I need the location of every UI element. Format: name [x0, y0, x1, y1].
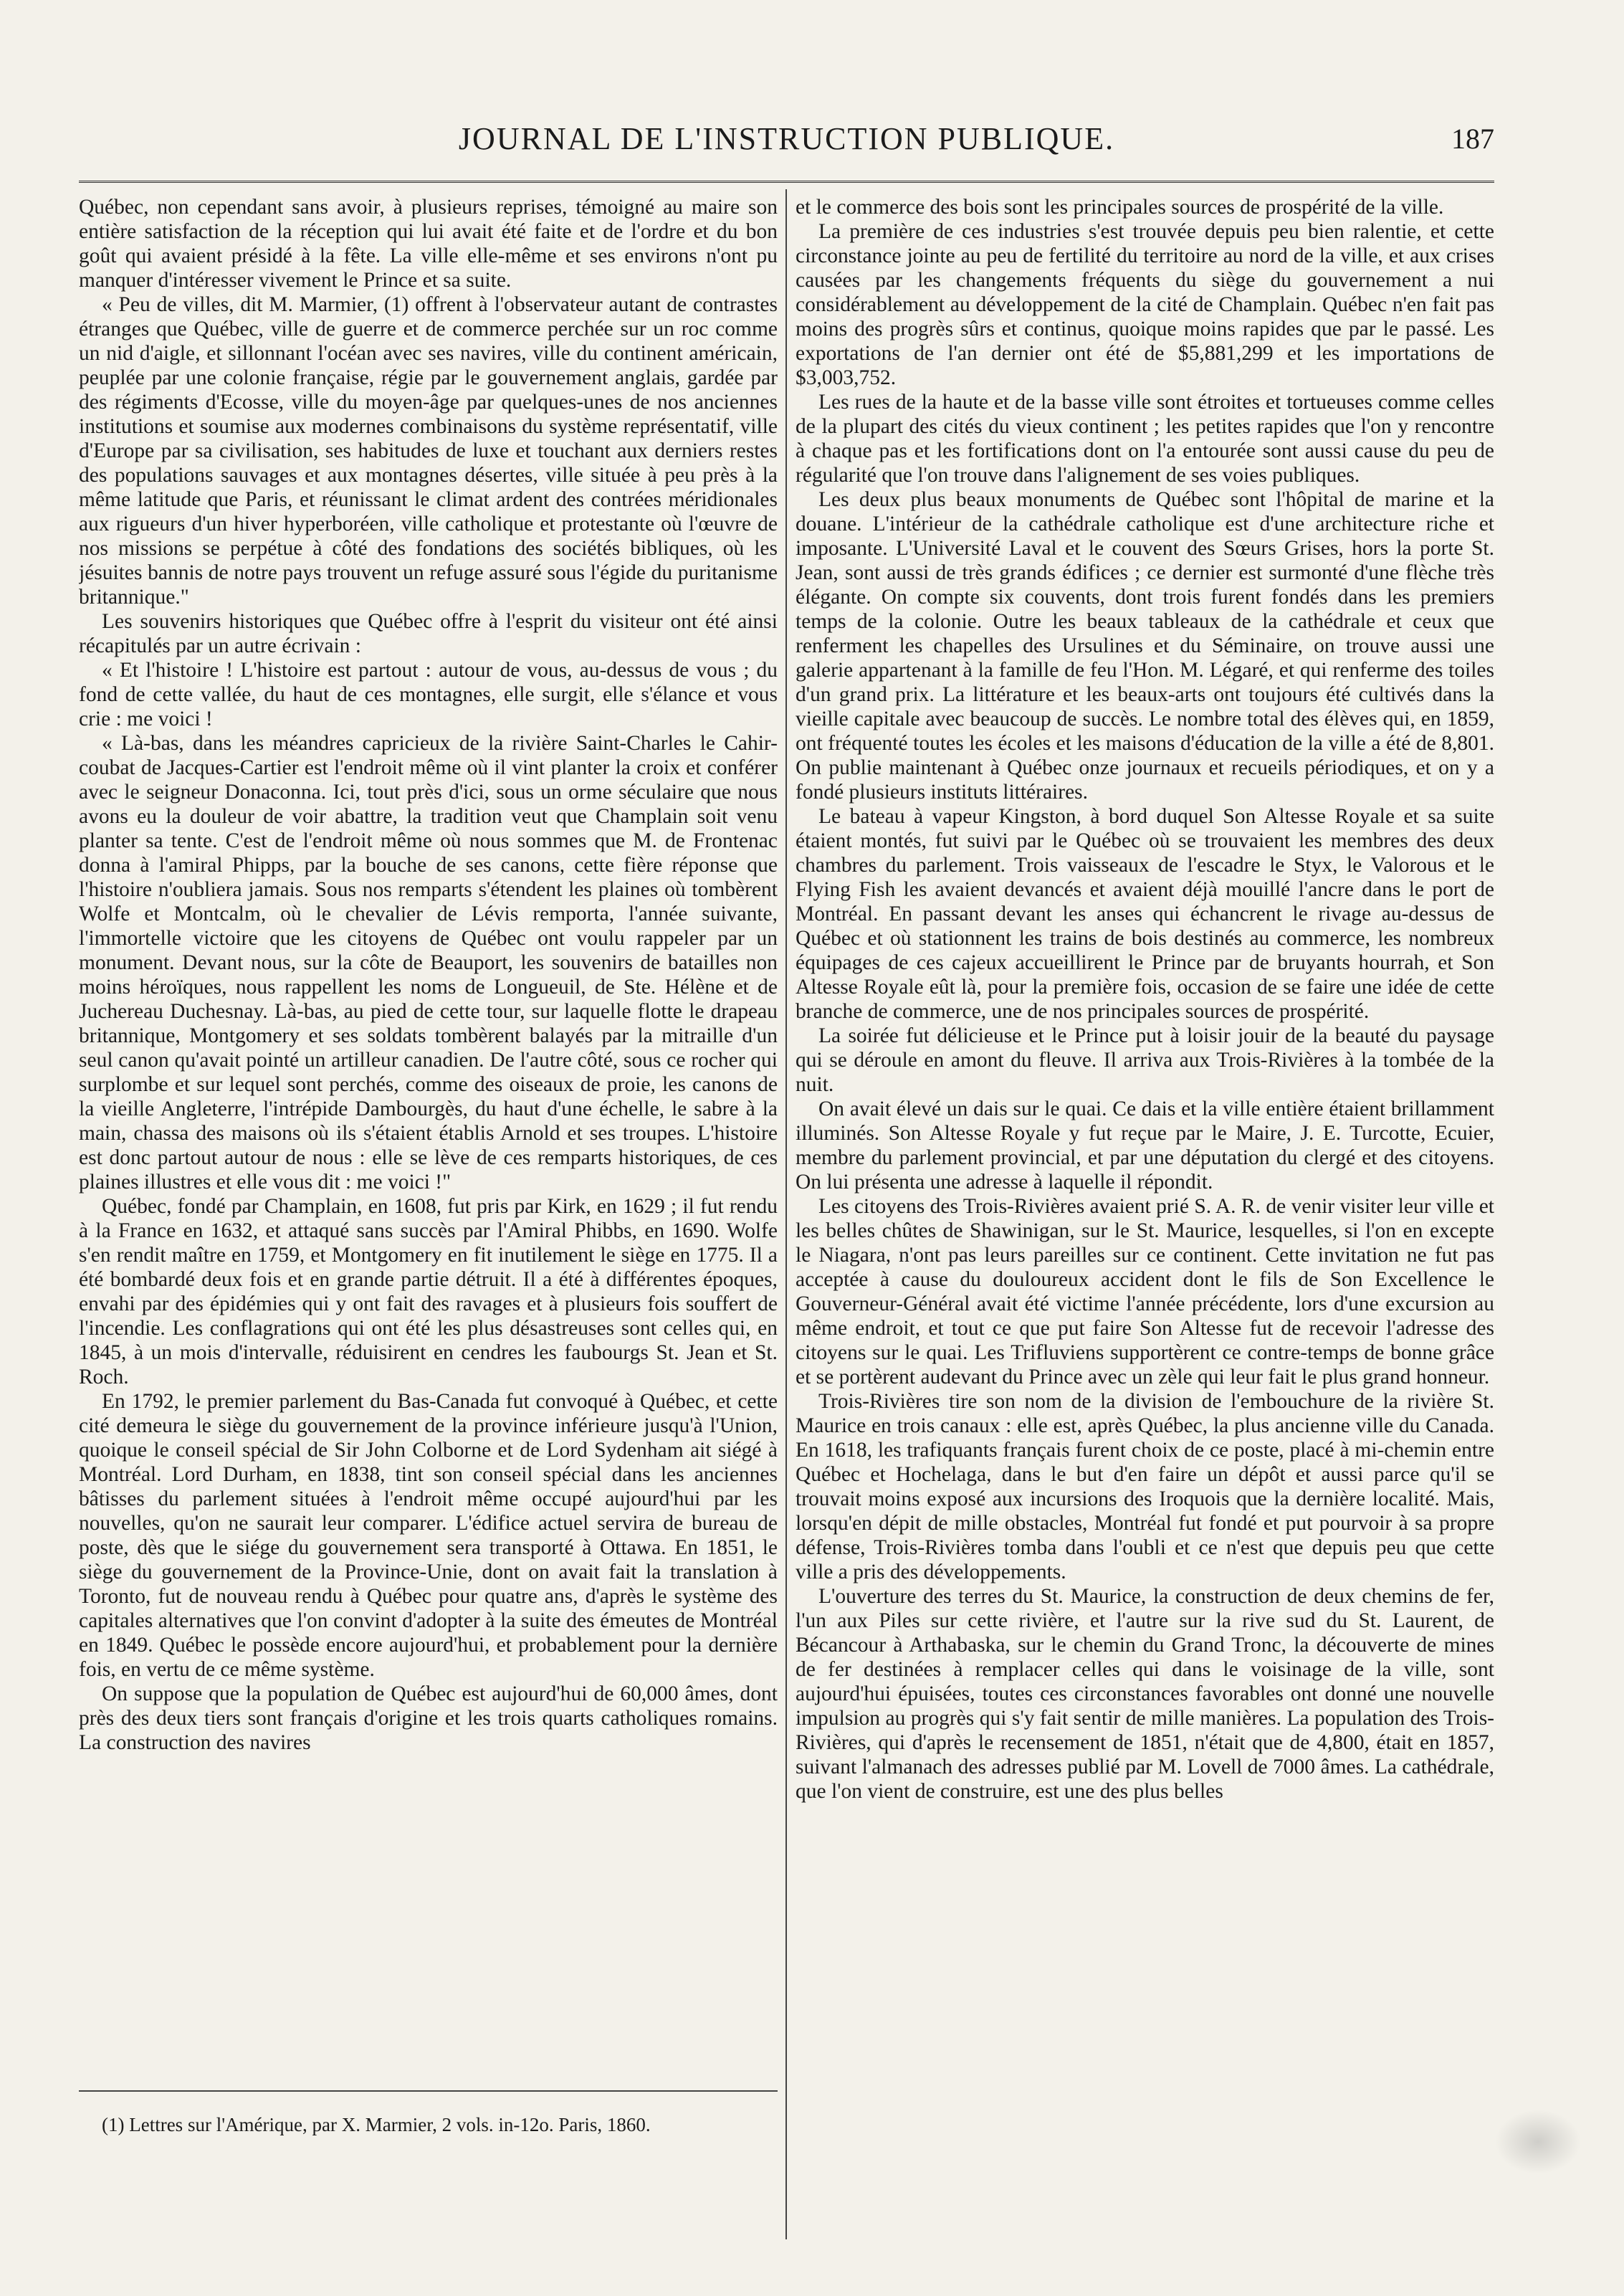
paragraph: La soirée fut délicieuse et le Prince put à loisir jouir de la beauté du paysage qui se déroule en amont du fleuve. Il arriva aux Trois-Rivières à la tombée de la nuit.: [796, 1024, 1494, 1096]
footnote-text: (1) Lettres sur l'Amérique, par X. Marmier, 2 vols. in-12o. Paris, 1860.: [102, 2114, 651, 2135]
column-divider: [785, 189, 787, 2239]
paragraph: Les rues de la haute et de la basse ville sont étroites et tortueuses comme celles de la plupart des cités du vieux continent ; les petites rapides que l'on y rencontre à chaque pas et les fortifications dont on l'a entourée sont aussi cause du peu de régularité que l'on trouve dans l'alignement de ses voies publiques.: [796, 391, 1494, 487]
journal-title: JOURNAL DE L'INSTRUCTION PUBLIQUE.: [458, 121, 1115, 156]
right-column: [796, 195, 1494, 2231]
ink-smudge: [1495, 2110, 1581, 2174]
paragraph: et le commerce des bois sont les principales sources de prospérité de la ville.: [796, 196, 1444, 219]
footnote-rule: [79, 2090, 778, 2092]
page-number: 187: [1451, 123, 1494, 155]
paragraph: « Et l'histoire ! L'histoire est partout : autour de vous, au-dessus de vous ; du fond de cette vallée, du haut de ces montagnes, elle surgit, elle s'élance et vous crie : me voici !: [79, 659, 778, 730]
paragraph: « Peu de villes, dit M. Marmier, (1) offrent à l'observateur autant de contrastes étranges que Québec, ville de guerre et de commerce perchée sur un roc comme un nid d'aigle, et sillonnant l'océan avec ses navires, ville du continent américain, peuplée par une colonie française, régie par le gouvernement anglais, gardée par des régiments d'Ecosse, ville du moyen-âge par quelques-unes de nos anciennes institutions et soumise aux modernes combinaisons du système représentatif, ville d'Europe par sa civilisation, ses habitudes de luxe et touchant aux derniers restes des populations sauvages et aux montagnes désertes, ville située à peu près à la même latitude que Paris, et réunissant le climat ardent des contrées méridionales aux rigueurs d'un hiver hyperboréen, ville catholique et protestante où l'œuvre de nos missions se perpétue à côté des fondations des sociétés bibliques, où les jésuites bannis de notre pays trouvent un refuge assuré sous l'égide du puritanisme britannique.": [79, 293, 778, 609]
page-header: [79, 120, 1494, 171]
paragraph: L'ouverture des terres du St. Maurice, la construction de deux chemins de fer, l'un aux Piles sur cette rivière, et l'autre sur la rive sud du St. Laurent, de Bécancour à Arthabaska, sur le chemin du Grand Tronc, la découverte de mines de fer destinées à remplacer celles qui dans le voisinage de la ville, sont aujourd'hui épuisées, toutes ces circonstances favorables ont donné une nouvelle impulsion au progrès qui s'y fait sentir de mille manières. La population des Trois-Rivières, qui d'après le recensement de 1851, n'était que de 4,800, était en 1857, suivant l'almanach des adresses publié par M. Lovell de 7000 âmes. La cathédrale, que l'on vient de construire, est une des plus belles: [796, 1585, 1494, 1803]
paragraph: Les citoyens des Trois-Rivières avaient prié S. A. R. de venir visiter leur ville et les belles chûtes de Shawinigan, sur le St. Maurice, lesquelles, si l'on en excepte le Niagara, n'ont pas leurs pareilles sur ce continent. Cette invitation ne fut pas acceptée à cause du douloureux accident dont le fils de Son Excellence le Gouverneur-Général avait été victime l'année précédente, lors d'une excursion au même endroit, et tout ce que put faire Son Altesse fut de recevoir l'adresse des citoyens sur le quai. Les Trifluviens supportèrent ce contre-temps de bonne grâce et se portèrent audevant du Prince avec un zèle qui leur fait le plus grand honneur.: [796, 1195, 1494, 1388]
paragraph: En 1792, le premier parlement du Bas-Canada fut convoqué à Québec, et cette cité demeura le siège du gouvernement de la province inférieure jusqu'à l'Union, quoique le conseil spécial de Sir John Colborne et de Lord Sydenham ait siégé à Montréal. Lord Durham, en 1838, tint son conseil spécial dans les anciennes bâtisses du parlement situées à l'endroit même occupé aujourd'hui par les nouvelles, qu'on ne saurait leur comparer. L'édifice actuel servira de bureau de poste, dès que le siége du gouvernement sera transporté à Ottawa. En 1851, le siège du gouvernement de la Province-Unie, dont on avait fait la translation à Toronto, fut de nouveau rendu à Québec pour quatre ans, d'après le système des capitales alternatives que l'on convint d'adopter à la suite des émeutes de Montréal en 1849. Québec le possède encore aujourd'hui, et probablement pour la dernière fois, en vertu de ce même système.: [79, 1390, 778, 1681]
paragraph: « Là-bas, dans les méandres capricieux de la rivière Saint-Charles le Cahir-coubat de Jacques-Cartier est l'endroit même où il vint planter la croix et conférer avec le seigneur Donaconna. Ici, tout près d'ici, sous un orme séculaire que nous avons eu la douleur de voir abattre, la tradition veut que Champlain soit venu planter sa tente. C'est de l'endroit même où nous sommes que M. de Frontenac donna à l'amiral Phipps, par la bouche de ses canons, cette fière réponse que l'histoire n'oubliera jamais. Sous nos remparts s'étendent les plaines où tombèrent Wolfe et Montcalm, où le chevalier de Lévis remporta, l'année suivante, l'immortelle victoire que les citoyens de Québec ont voulu rappeler par un monument. Devant nous, sur la côte de Beauport, les souvenirs de batailles non moins héroïques, nous rappellent les noms de Longueuil, de Ste. Hélène et de Juchereau Duchesnay. Là-bas, au pied de cette tour, sur laquelle flotte le drapeau britannique, Montgomery et ses soldats tombèrent balayés par la mitraille d'un seul canon qu'avait pointé un artilleur canadien. De l'autre côté, sous ce rocher qui surplombe et sur lequel sont perchés, comme des oiseaux de proie, les canons de la vieille Angleterre, l'intrépide Dambourgès, du haut d'une échelle, le sabre à la main, chassa des maisons où ils s'étaient établis Arnold et ses troupes. L'histoire est donc partout autour de nous : elle se lève de ces remparts historiques, de ces plaines illustres et elle vous dit : me voici !": [79, 732, 778, 1194]
footnote: [79, 2113, 778, 2136]
paragraph: Québec, fondé par Champlain, en 1608, fut pris par Kirk, en 1629 ; il fut rendu à la France en 1632, et attaqué sans succès par l'Amiral Phibbs, en 1690. Wolfe s'en rendit maître en 1759, et Montgomery en fit inutilement le siège en 1775. Il a été bombardé deux fois et en grande partie détruit. Il a été à différentes époques, envahi par des épidémies qui y ont fait des ravages et à plusieurs fois souffert de l'incendie. Les conflagrations qui ont été les plus désastreuses sont celles qui, en 1845, à un mois d'intervalle, réduisirent en cendres les faubourgs St. Jean et St. Roch.: [79, 1195, 778, 1388]
paragraph: Québec, non cependant sans avoir, à plusieurs reprises, témoigné au maire son entière satisfaction de la réception qui lui avait été faite et de l'ordre et du bon goût qui avaient présidé à la fête. La ville elle-même et ses environs n'ont pu manquer d'intéresser vivement le Prince et sa suite.: [79, 196, 778, 292]
paragraph: Les souvenirs historiques que Québec offre à l'esprit du visiteur ont été ainsi récapitulés par un autre écrivain :: [79, 610, 778, 657]
paragraph: Le bateau à vapeur Kingston, à bord duquel Son Altesse Royale et sa suite étaient montés, fut suivi par le Québec où se trouvaient les membres des deux chambres du parlement. Trois vaisseaux de l'escadre le Styx, le Valorous et le Flying Fish les avaient devancés et avaient déjà mouillé l'ancre dans le port de Montréal. En passant devant les anses qui échancrent le rivage au-dessus de Québec et où stationnent les trains de bois destinés au commerce, les nombreux équipages de ces cajeux accueillirent le Prince par de bruyants hourrah, et Son Altesse Royale eût là, pour la première fois, occasion de se faire une idée de cette branche de commerce, une de nos principales sources de prospérité.: [796, 805, 1494, 1023]
paragraph: Les deux plus beaux monuments de Québec sont l'hôpital de marine et la douane. L'intérieur de la cathédrale catholique est d'une architecture riche et imposante. L'Université Laval et le couvent des Sœurs Grises, hors la porte St. Jean, sont aussi de très grands édifices ; ce dernier est surmonté d'une flèche très élégante. On compte six couvents, dont trois furent fondés dans les premiers temps de la colonie. Outre les beaux tableaux de la cathédrale et ceux que renferment les chapelles des Ursulines et du Séminaire, on trouve aussi une galerie appartenant à la famille de feu l'Hon. M. Légaré, et qui renferme des toiles d'un grand prix. La littérature et les beaux-arts ont toujours été cultivés dans la vieille capitale avec beaucoup de succès. Le nombre total des élèves qui, en 1859, ont fréquenté toutes les écoles et les maisons d'éducation de la ville a été de 8,801. On publie maintenant à Québec onze journaux et recueils périodiques, et on y a fondé plusieurs instituts littéraires.: [796, 488, 1494, 804]
header-rule: [79, 181, 1494, 183]
paragraph: On avait élevé un dais sur le quai. Ce dais et la ville entière étaient brillamment illuminés. Son Altesse Royale y fut reçue par le Maire, J. E. Turcotte, Ecuier, membre du parlement provincial, et par une députation du clergé et des citoyens. On lui présenta une adresse à laquelle il répondit.: [796, 1097, 1494, 1194]
paragraph: La première de ces industries s'est trouvée depuis peu bien ralentie, et cette circonstance jointe au peu de fertilité du territoire au nord de la ville, et aux crises causées par les changements fréquents du siège du gouvernement a nui considérablement au développement de la cité de Champlain. Québec n'en fait pas moins des progrès sûrs et continus, quoique moins rapides que par le passé. Les exportations de l'an dernier ont été de $5,881,299 et les importations de $3,003,752.: [796, 220, 1494, 389]
paragraph: Trois-Rivières tire son nom de la division de l'embouchure de la rivière St. Maurice en trois canaux : elle est, après Québec, la plus ancienne ville du Canada. En 1618, les trafiquants français furent choix de ce poste, placé à mi-chemin entre Québec et Hochelaga, dans le but d'en faire un dépôt et aussi parce qu'il se trouvait moins exposé aux incursions des Iroquois que la dernière localité. Mais, lorsqu'en dépit de mille obstacles, Montréal fut fondé et put pourvoir à sa propre défense, Trois-Rivières tomba dans l'oubli et ce n'est que depuis peu que cette ville a pris des développements.: [796, 1390, 1494, 1583]
paragraph: On suppose que la population de Québec est aujourd'hui de 60,000 âmes, dont près des deux tiers sont français d'origine et les trois quarts catholiques romains. La construction des navires: [79, 1682, 778, 1754]
left-column: [79, 195, 778, 2073]
